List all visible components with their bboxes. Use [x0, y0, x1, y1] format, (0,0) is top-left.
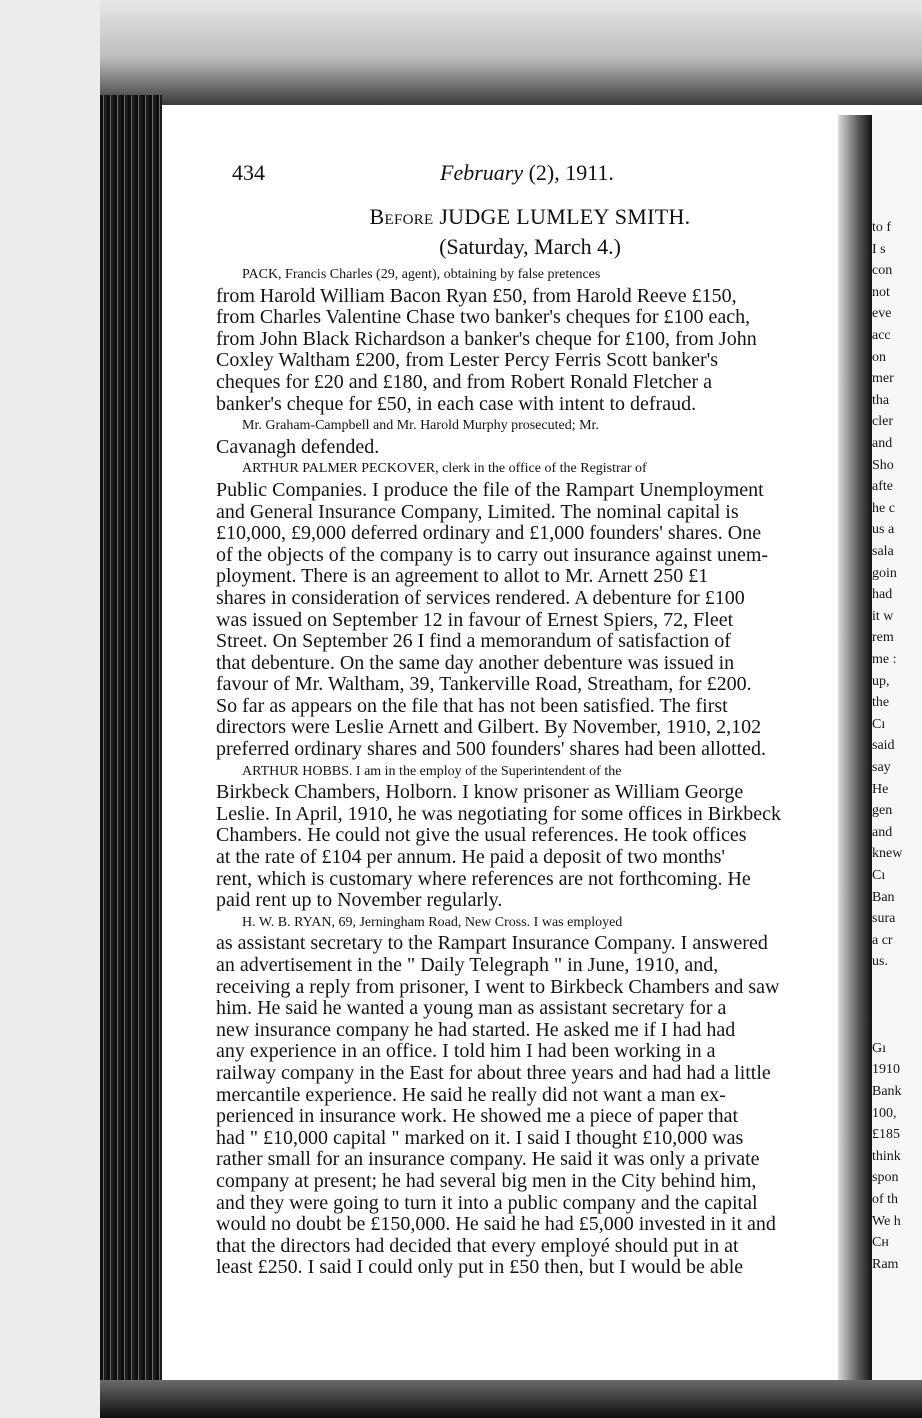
text-line: £10,000, £9,000 deferred ordinary and £1,000 founders' shares. One	[216, 522, 762, 545]
text-line: as assistant secretary to the Rampart Insurance Company. I answered	[216, 932, 768, 955]
page-fold-shadow	[838, 115, 872, 1380]
text-line: and General Insurance Company, Limited. The nominal capital is	[216, 500, 739, 523]
facing-page	[872, 110, 922, 1380]
text-line: new insurance company he had started. He asked me if I had had	[216, 1018, 736, 1041]
facing-page-fragment: it w	[872, 608, 894, 624]
text-line: from John Black Richardson a banker's cheque for £100, from John	[216, 327, 757, 350]
text-line: rent, which is customary where references are not forthcoming. He	[216, 867, 751, 890]
text-line: ARTHUR PALMER PECKOVER, clerk in the office of the Registrar of	[242, 461, 647, 477]
text-line: preferred ordinary shares and 500 founders' shares had been allotted.	[216, 738, 767, 761]
facing-page-fragment: mer	[872, 371, 894, 387]
text-line: rather small for an insurance company. He said it was only a private	[216, 1148, 760, 1171]
facing-page-fragment: 100,	[872, 1105, 897, 1121]
text-line: that debenture. On the same day another debenture was issued in	[216, 651, 735, 674]
facing-page-fragment: Bank	[872, 1084, 902, 1099]
text-line: ARTHUR HOBBS. I am in the employ of the Superintendent of the	[242, 763, 622, 779]
court-before: Before	[369, 204, 434, 229]
text-line: banker's cheque for £50, in each case with intent to defraud.	[216, 392, 697, 415]
facing-page-fragment: up,	[872, 673, 890, 689]
text-line: cheques for £20 and £180, and from Robert Ronald Fletcher a	[216, 370, 712, 393]
facing-page-fragment: of th	[872, 1192, 899, 1207]
text-line: receiving a reply from prisoner, I went to Birkbeck Chambers and saw	[216, 975, 780, 998]
book-spine	[100, 95, 162, 1418]
facing-page-fragment: Cı	[872, 716, 886, 732]
text-line: an advertisement in the " Daily Telegraph " in June, 1910, and,	[216, 954, 719, 976]
facing-page-fragment: 1910	[872, 1062, 900, 1078]
text-line: H. W. B. RYAN, 69, Jerningham Road, New Cross. I was employed	[242, 914, 623, 930]
text-line: shares in consideration of services rendered. A debenture for £100	[216, 586, 745, 609]
facing-page-fragment: a cr	[872, 932, 893, 948]
facing-page-fragment: con	[872, 263, 893, 279]
text-line: railway company in the East for about three years and had had a little	[216, 1061, 771, 1084]
facing-page-fragment: Sho	[872, 457, 894, 473]
text-line: Mr. Graham-Campbell and Mr. Harold Murphy prosecuted; Mr.	[242, 418, 599, 434]
text-line: was issued on September 12 in favour of Ernest Spiers, 72, Fleet	[216, 608, 734, 631]
scan-top-margin	[0, 0, 922, 105]
date-month: February	[440, 160, 524, 185]
text-line: Birkbeck Chambers, Holborn. I know prisoner as William George	[216, 781, 744, 804]
court-judge: JUDGE LUMLEY SMITH.	[433, 204, 691, 229]
text-line: of the objects of the company is to carry out insurance against unem-	[216, 543, 769, 566]
facing-page-fragment: £185	[872, 1127, 900, 1143]
session-date: (Saturday, March 4.)	[439, 234, 621, 259]
facing-page-fragment: the	[872, 695, 890, 711]
text-line: had " £10,000 capital " marked on it. I said I thought £10,000 was	[216, 1126, 744, 1149]
facing-page-fragment: he c	[872, 500, 895, 516]
text-line: that the directors had decided that every employé should put in at	[216, 1234, 739, 1257]
text-line: paid rent up to November regularly.	[216, 889, 503, 912]
facing-page-fragment: gen	[872, 803, 893, 819]
text-line: from Harold William Bacon Ryan £50, from Harold Reeve £150,	[216, 284, 737, 307]
facing-page-fragment: think	[872, 1148, 901, 1164]
text-line: Coxley Waltham £200, from Lester Percy Ferris Scott banker's	[216, 349, 719, 372]
text-line: at the rate of £104 per annum. He paid a deposit of two months'	[216, 846, 726, 869]
scan-bottom-shadow	[100, 1380, 922, 1418]
text-line: and they were going to turn it into a public company and the capital	[216, 1191, 758, 1214]
facing-page-fragment: sala	[872, 544, 894, 559]
facing-page-fragment: and	[872, 824, 893, 840]
text-line: favour of Mr. Waltham, 39, Tankerville Road, Streatham, for £200.	[216, 673, 752, 696]
text-line: directors were Leslie Arnett and Gilbert. By November, 1910, 2,102	[216, 716, 762, 739]
facing-page-fragment: and	[872, 436, 893, 451]
facing-page-fragment: Cн	[872, 1235, 889, 1251]
facing-page-fragment: knew	[872, 846, 903, 862]
facing-page-fragment: Ban	[872, 889, 895, 905]
scan-left-margin	[0, 0, 100, 1418]
text-line: company at present; he had several big men in the City behind him,	[216, 1169, 757, 1192]
facing-page-fragment: us a	[872, 522, 895, 538]
text-line: mercantile experience. He said he really did not want a man ex-	[216, 1083, 726, 1106]
text-line: any experience in an office. I told him I had been working in a	[216, 1040, 716, 1063]
facing-page-fragment: on	[872, 349, 886, 365]
case-text	[216, 264, 838, 1279]
text-line: Public Companies. I produce the file of the Rampart Unemployment	[216, 478, 764, 501]
facing-page-fragment: Cı	[872, 868, 886, 883]
text-line: least £250. I said I could only put in £50 then, but I would be able	[216, 1256, 744, 1279]
facing-page-fragment: spon	[872, 1170, 899, 1186]
facing-page-fragment: afte	[872, 479, 893, 495]
running-head-date	[440, 160, 614, 186]
facing-page-fragment: rem	[872, 630, 894, 646]
facing-page-fragment: said	[872, 738, 895, 754]
date-rest: (2), 1911.	[523, 160, 614, 185]
text-line: Street. On September 26 I find a memorandum of satisfaction of	[216, 630, 731, 653]
court-heading	[232, 204, 828, 230]
text-line: him. He said he wanted a young man as assistant secretary for a	[216, 997, 727, 1020]
page-number: 434	[232, 160, 265, 185]
facing-page-fragment: I s	[872, 241, 886, 257]
text-line: ployment. There is an agreement to allot to Mr. Arnett 250 £1	[216, 565, 709, 588]
text-line: Leslie. In April, 1910, he was negotiating for some offices in Birkbeck	[216, 802, 782, 825]
text-line: Cavanagh defended.	[216, 435, 380, 458]
facing-page-fragment: goin	[872, 565, 897, 581]
facing-page-fragment: not	[872, 284, 890, 300]
facing-page-fragment: to f	[872, 220, 892, 235]
facing-page-fragment: had	[872, 587, 893, 603]
facing-page-fragment: say	[872, 760, 891, 775]
text-line: from Charles Valentine Chase two banker's cheques for £100 each,	[216, 306, 751, 329]
text-line: would no doubt be £150,000. He said he had £5,000 invested in it and	[216, 1213, 776, 1236]
text-line: PACK, Francis Charles (29, agent), obtaining by false pretences	[242, 267, 601, 282]
facing-page-fragment: us.	[872, 954, 888, 970]
facing-page-fragment: We h	[872, 1213, 901, 1229]
text-line: So far as appears on the file that has not been satisfied. The first	[216, 694, 728, 717]
facing-page-fragment: cler	[872, 414, 893, 430]
facing-page-fragment: tha	[872, 392, 890, 408]
text-line: Chambers. He could not give the usual references. He took offices	[216, 824, 747, 847]
facing-page-fragment: He	[872, 781, 889, 797]
facing-page-fragment: Ram	[872, 1256, 899, 1272]
facing-page-fragment: me :	[872, 652, 897, 667]
facing-page-fragment: acc	[872, 328, 891, 343]
facing-page-fragment: Gı	[872, 1040, 886, 1056]
facing-page-fragment: sura	[872, 911, 896, 927]
facing-page-fragment: eve	[872, 306, 892, 322]
text-line: perienced in insurance work. He showed me a piece of paper that	[216, 1105, 739, 1128]
